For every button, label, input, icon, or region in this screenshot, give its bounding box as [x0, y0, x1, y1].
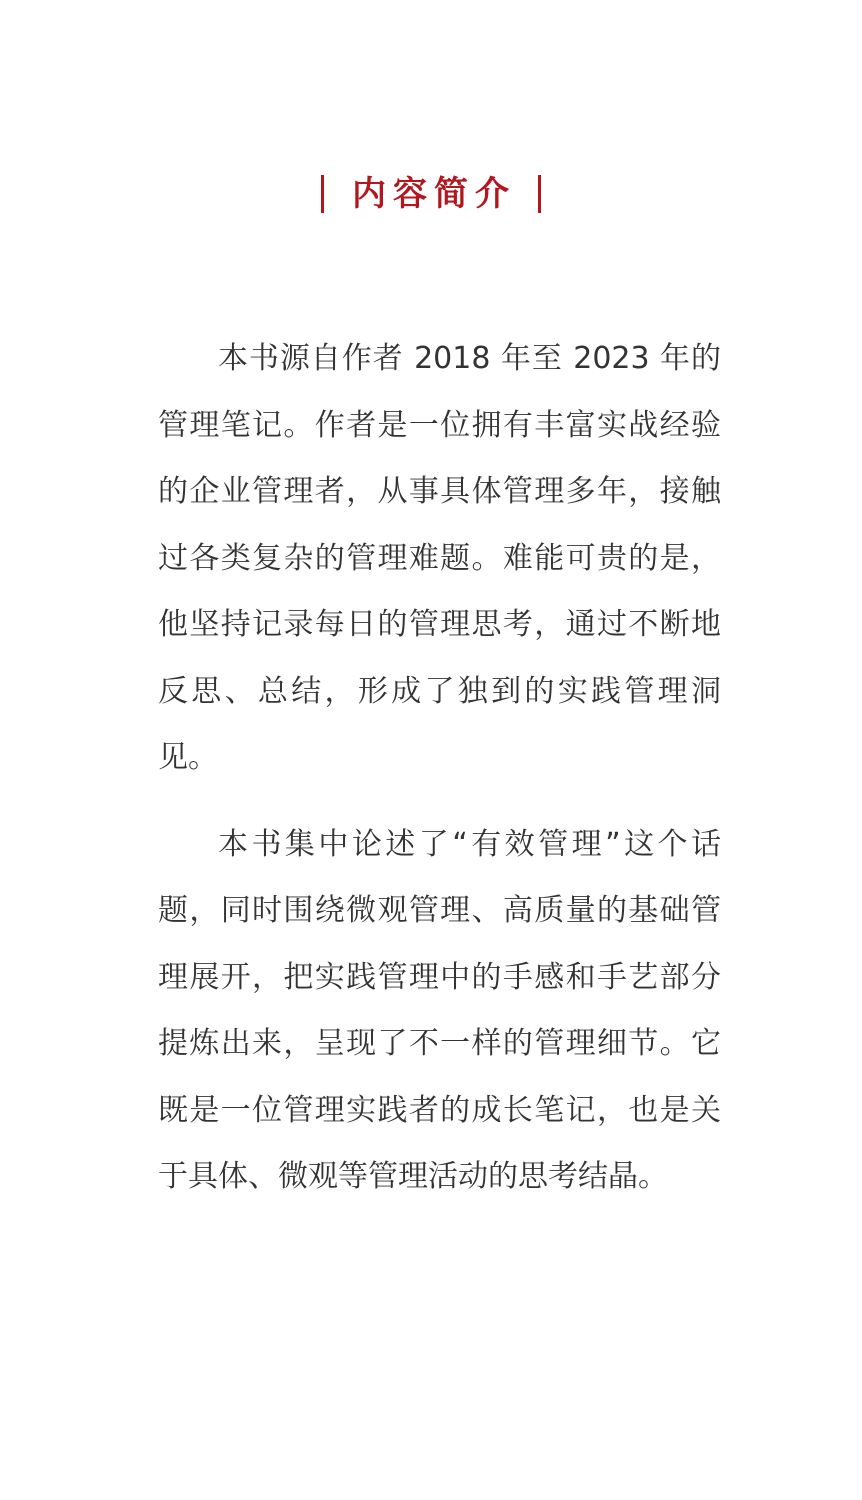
left-divider-bar [321, 175, 324, 213]
summary-paragraph-1: 本书源自作者 2018 年至 2023 年的管理笔记。作者是一位拥有丰富实战经验的企业管理者，从事具体管理多年，接触过各类复杂的管理难题。难能可贵的是，他坚持记录每日的管理思考，通过不断地反思、总结，形成了独到的实践管理洞见。 [158, 341, 721, 775]
summary-body [158, 326, 721, 1211]
right-divider-bar [538, 175, 541, 213]
section-title: 内容简介 [352, 174, 516, 214]
section-header [0, 168, 862, 220]
summary-paragraph-2: 本书集中论述了“有效管理”这个话题，同时围绕微观管理、高质量的基础管理展开，把实践管理中的手感和手艺部分提炼出来，呈现了不一样的管理细节。它既是一位管理实践者的成长笔记，也是关于具体、微观等管理活动的思考结晶。 [158, 826, 721, 1194]
